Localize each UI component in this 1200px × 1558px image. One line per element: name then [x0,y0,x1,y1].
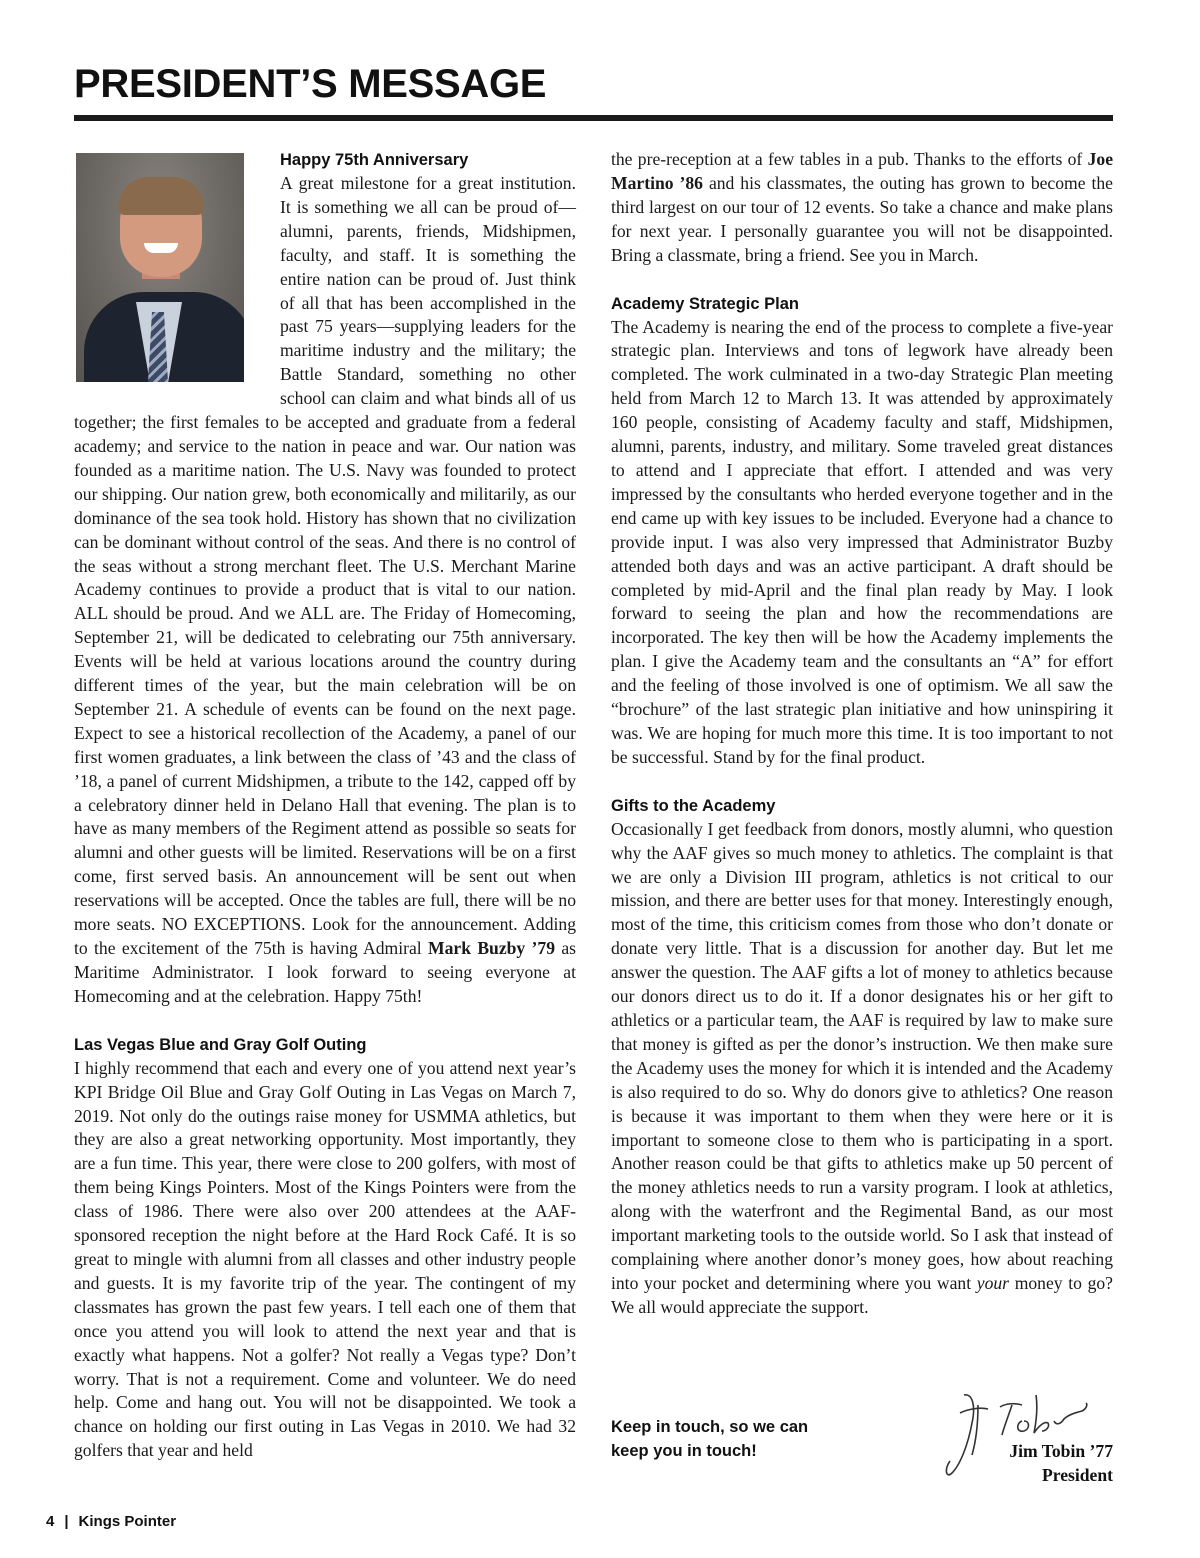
strategic-heading: Academy Strategic Plan [611,294,799,313]
footer-separator: | [64,1513,69,1530]
anniversary-heading: Happy 75th Anniversary [280,151,469,169]
anniversary-body: A great milestone for a great institution. It is something we all can be proud of—alumni, parents, friends, Midshipmen, faculty, and staff. It is something the entire nation can be proud of. Just think of all that has been accomplished in the past 75 years—supplying leaders for the maritime industry and the military; the Battle Standard, something no other school can claim and what binds all of us together; the first females to be accepted and graduate from a federal academy; and service to the nation in peace and war. Our nation was founded as a maritime nation. The U.S. Navy was founded to protect our shipping. Our nation grew, both economically and militarily, as our dominance of the sea took hold. History has shown that no civilization can be dominant without control of the seas. And there is no control of the seas without a strong merchant fleet. The U.S. Merchant Marine Academy continues to provide a product that is vital to our nation. ALL should be proud. And we ALL are. The Friday of Homecoming, September 21, will be dedicated to celebrating our 75th anniversary. Events will be held at various locations around the country during different times of the year, but the main celebration will be on September 21. A schedule of events can be found on the next page. Expect to see a historical recollection of the Academy, a panel of our first women graduates, a link between the class of ’43 and the class of ’18, a panel of current Midshipmen, a tribute to the 142, capped off by a celebratory dinner held in Delano Hall that evening. The plan is to have as many members of the Regiment attend as possible so seats for alumni and other guests will be limited. Reservations will be on a first come, first served basis. An announcement will be sent out when reservations will be accepted. Once the tables are full, there will be no more seats. NO EXCEPTIONS. Look for the announcement. Adding to the excitement of the 75th is having Admiral Mark Buzby ’79 as Maritime Administrator. I look forward to seeing everyone at Homecoming and at the celebration. Happy 75th! [74,173,576,1006]
italic-your: your [976,1272,1010,1293]
golf-body: I highly recommend that each and every one of you attend next year’s KPI Bridge Oil Blue and Gray Golf Outing in Las Vegas on March 7, 2019. Not only do the outings raise money for USMMA athletics, but they are also a great networking opportunity. Most importantly, they are a fun time. This year, there were close to 200 golfers, with most of them being Kings Pointers. Most of the Kings Pointers were from the class of 1986. There were also over 200 attendees at the AAF-sponsored reception the night before at the Hard Rock Café. It is so great to mingle with alumni from all classes and other industry people and guests. It is my favorite trip of the year. The contingent of my classmates has grown the past few years. I tell each one of them that once you attend you will look to attend the next year and that is exactly what happens. Not a golfer? Not really a Vegas type? Don’t worry. That is not a requirement. Come and volunteer. We do need help. Come and hang out. You will not be disappointed. We took a chance on holding our first outing in Las Vegas in 2010. We had 32 golfers that year and held [74,1057,576,1461]
title-rule [74,115,1113,121]
president-photo [76,153,244,382]
bold-name-buzby: Mark Buzby ’79 [428,938,556,958]
signoff-line-2: keep you in touch! [611,1442,757,1460]
golf-body-continued: the pre-reception at a few tables in a pub. Thanks to the efforts of Joe Martino ’86 and his classmates, the outing has grown to become the third largest on our tour of 12 events. So take a chance and make plans for next year. I personally guarantee you will not be disappointed. Bring a classmate, bring a friend. See you in March. [611,149,1113,265]
gifts-body: Occasionally I get feedback from donors, mostly alumni, who question why the AAF gives so much money to athletics. The complaint is that we are only a Division III program, athletics is not critical to our mission, and there are better uses for that money. Interestingly enough, most of the time, this criticism comes from those who don’t donate or donate very little. That is a discussion for another day. But let me answer the question. The AAF gifts a lot of money to athletics because our donors direct us to do it. If a donor designates his or her gift to athletics or a particular team, the AAF is required by law to make sure that money is gifted as per the donor’s instruction. We then make sure the Academy uses the money for which it is intended and the Academy is also required to do so. Why do donors give to athletics? One reason is because it was important to them when they were here or it is important to someone close to them who is participating in a sport. Another reason could be that gifts to athletics make up 50 percent of the money athletics needs to run a varsity program. I look at athletics, along with the waterfront and the Regimental Band, as our most important marketing tools to the outside world. So I ask that instead of complaining where another donor’s money goes, how about reaching into your pocket and determining where you want your money to go? We all would appreciate the support. [611,818,1113,1317]
strategic-body: The Academy is nearing the end of the process to complete a five-year strategic plan. Interviews and tons of legwork have already been completed. The work culminated in a two-day Strategic Plan meeting held from March 12 to March 13. It was attended by approximately 160 people, consisting of Academy faculty and staff, Midshipmen, alumni, parents, industry, and military. Some traveled great distances to attend and I appreciate that effort. I attended and was very impressed by the consultants who herded everyone together and in the end came up with key issues to be included. Everyone had a chance to provide input. I was also very impressed that Administrator Buzby attended both days and was an active participant. A draft should be completed by mid-April and the final plan ready by May. I look forward to seeing the plan and how the recommendations are incorporated. The key then will be how the Academy implements the plan. I give the Academy team and the consultants an “A” for effort and the feeling of those involved is one of optimism. We all saw the “brochure” of the last strategic plan initiative and how uninspiring it was. We are hoping for much more this time. It is too important to not be successful. Stand by for the final product. [611,316,1113,767]
signature-name: Jim Tobin ’77 [1009,1441,1113,1461]
signoff [611,1415,808,1463]
left-column [74,148,576,1463]
gifts-heading: Gifts to the Academy [611,796,776,815]
signoff-line-1: Keep in touch, so we can [611,1418,809,1436]
publication-name: Kings Pointer [78,1513,177,1530]
page-number: 4 [46,1513,55,1530]
right-column [611,148,1113,1320]
signature-block [1009,1439,1113,1487]
golf-heading: Las Vegas Blue and Gray Golf Outing [74,1035,367,1054]
page-footer [46,1513,176,1530]
bold-name-martino: Joe Martino ’86 [611,149,1113,193]
page-title: PRESIDENT’S MESSAGE [74,62,547,106]
signature-title: President [1041,1465,1113,1485]
